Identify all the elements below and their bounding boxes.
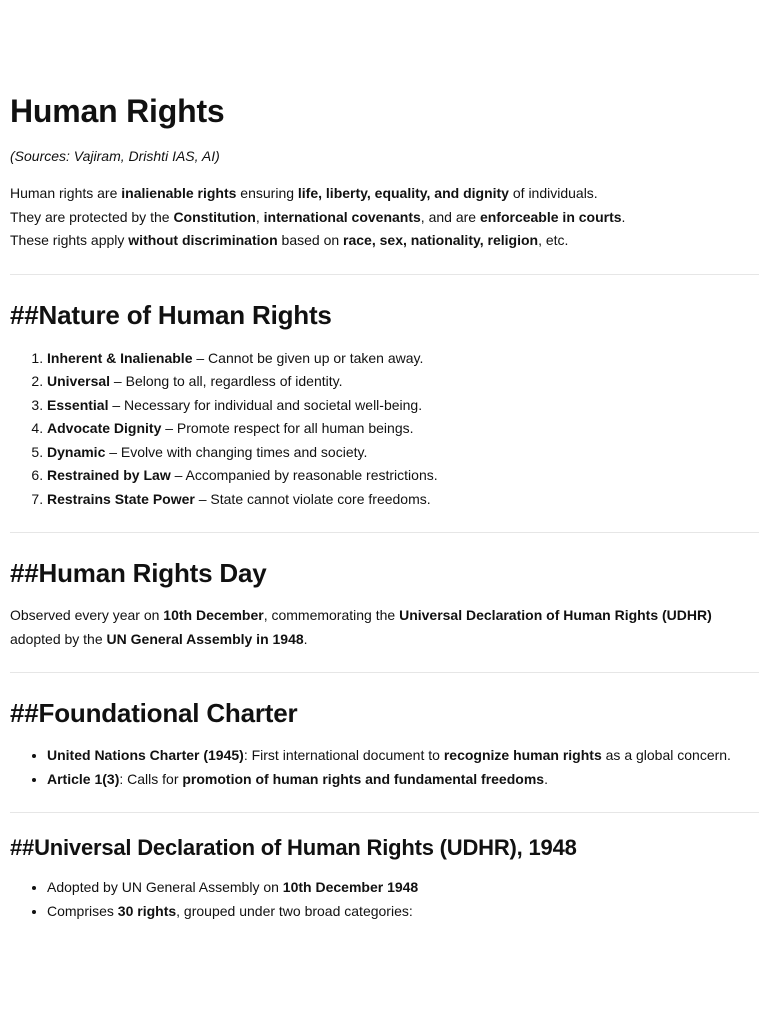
nature-list	[10, 347, 759, 512]
bold-text: 30 rights	[117, 902, 177, 919]
list-item: • Article 1(3): Calls for promotion of human rights and fundamental freedoms.	[47, 768, 759, 792]
bold-text: Universal	[47, 373, 111, 389]
bold-text: international covenants	[263, 208, 421, 225]
bold-text: Constitution	[173, 208, 256, 225]
bold-text: Restrained by Law	[47, 467, 171, 483]
section-divider	[10, 672, 759, 673]
bold-text: United Nations Charter (1945)	[47, 747, 244, 763]
intro-line: These rights apply without discrimination based on race, sex, nationality, religion, etc.	[10, 232, 569, 248]
udhr-list	[10, 876, 759, 923]
sources-note: (Sources: Vajiram, Drishti IAS, AI)	[10, 148, 220, 164]
list-item: • United Nations Charter (1945): First international document to recognize human rights as a global concern.	[47, 744, 759, 768]
bold-text: Essential	[47, 396, 109, 413]
bold-text: race, sex, nationality, religion	[343, 232, 539, 248]
bold-text: recognize human rights	[443, 747, 602, 763]
list-item: • Adopted by UN General Assembly on 10th December 1948	[47, 876, 759, 900]
list-item: • Comprises 30 rights, grouped under two broad categories:	[47, 900, 759, 924]
section-heading-rights-day: ##Human Rights Day	[10, 558, 267, 588]
section-heading-charter: ##Foundational Charter	[10, 698, 298, 728]
bold-text: Restrains State Power	[47, 490, 195, 507]
bold-text: Inherent & Inalienable	[47, 349, 193, 366]
list-item: 2. Universal – Belong to all, regardless of identity.	[47, 370, 759, 394]
page-title: Human Rights	[10, 93, 225, 129]
list-item: 6. Restrained by Law – Accompanied by reasonable restrictions.	[47, 464, 759, 488]
intro-paragraph	[10, 182, 759, 253]
bold-text: Advocate Dignity	[47, 420, 162, 436]
section-divider	[10, 812, 759, 813]
bold-text: life, liberty, equality, and dignity	[297, 185, 509, 201]
section-heading-udhr: ##Universal Declaration of Human Rights (UDHR), 1948	[10, 835, 577, 860]
charter-list	[10, 744, 759, 791]
list-item: 5. Dynamic – Evolve with changing times and society.	[47, 441, 759, 465]
bold-text: without discrimination	[128, 232, 278, 248]
bold-text: inalienable rights	[121, 185, 237, 201]
section-divider	[10, 532, 759, 533]
intro-line: They are protected by the Constitution, international covenants, and are enforceable in courts.	[10, 208, 626, 225]
bold-text: Article 1(3)	[47, 770, 120, 787]
section-heading-nature: ##Nature of Human Rights	[10, 299, 332, 330]
bold-text: enforceable in courts	[479, 208, 622, 225]
bold-text: Universal Declaration of Human Rights (UDHR)	[399, 607, 712, 623]
list-item: 1. Inherent & Inalienable – Cannot be given up or taken away.	[47, 347, 759, 371]
list-item: 4. Advocate Dignity – Promote respect for all human beings.	[47, 417, 759, 441]
list-item: 7. Restrains State Power – State cannot violate core freedoms.	[47, 488, 759, 512]
bold-text: UN General Assembly in 1948	[106, 630, 304, 647]
bold-text: promotion of human rights and fundamental freedoms	[182, 770, 545, 787]
bold-text: Dynamic	[47, 443, 106, 460]
bold-text: 10th December	[163, 607, 264, 623]
list-item: 3. Essential – Necessary for individual and societal well-being.	[47, 394, 759, 418]
rights-day-paragraph: Observed every year on 10th December, commemorating the Universal Declaration of Human Rights (UDHR) adopted by the UN General Assembly in 1948.	[10, 607, 712, 647]
intro-line: Human rights are inalienable rights ensuring life, liberty, equality, and dignity of individuals.	[10, 185, 598, 201]
bold-text: 10th December 1948	[282, 879, 419, 895]
section-divider	[10, 274, 759, 275]
